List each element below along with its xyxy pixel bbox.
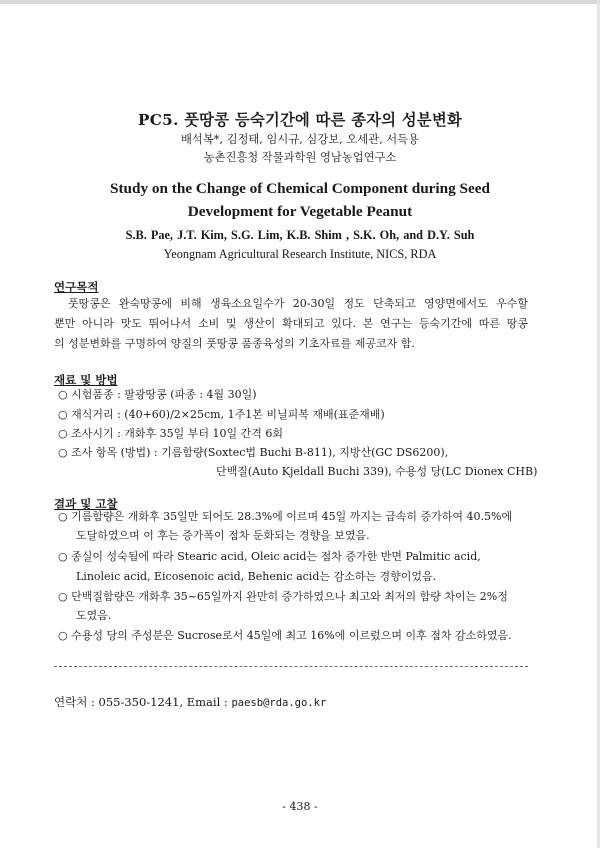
separator-dashed-line — [54, 666, 528, 667]
title-korean: PC5. 풋땅콩 등숙기간에 따른 종자의 성분변화 — [138, 111, 462, 129]
scan-edge-top — [0, 0, 600, 4]
purpose-line-1: 풋땅콩은 완숙땅콩에 비해 생육소요일수가 20-30일 정도 단축되고 영양면에서도 우수할 — [68, 297, 528, 310]
results-item-1-cont: 도달하였으며 이 후는 증가폭이 점차 둔화되는 경향을 보였음. — [76, 529, 370, 542]
results-item-3-cont: 도였음. — [76, 609, 112, 622]
title-english-line-2: Development for Vegetable Peanut — [187, 203, 413, 220]
contact-email-link[interactable]: paesb@rda.go.kr — [231, 697, 327, 709]
methods-item-timing: ○ 조사시기 : 개화후 35일 부터 10일 간격 6회 — [58, 427, 284, 440]
section-heading-purpose: 연구목적 — [54, 280, 99, 294]
affiliation-english: Yeongnam Agricultural Research Institute, NICS, RDA — [163, 247, 437, 261]
page-number: - 438 - — [282, 800, 318, 813]
authors-korean: 배석복*, 김정태, 임시규, 심강보, 오세관, 서득용 — [181, 133, 419, 146]
methods-item-variety: ○ 시험품종 : 팔광땅콩 (파종 : 4월 30일) — [58, 388, 257, 401]
results-item-4: ○ 수용성 당의 주성분은 Sucrose로서 45일에 최고 16%에 이르렀으며 이후 점차 감소하였음. — [58, 629, 512, 642]
results-item-3: ○ 단백질함량은 개화후 35~65일까지 완만히 증가하였으나 최고와 최저의 함량 차이는 2%정 — [58, 590, 508, 603]
section-heading-results: 결과 및 고찰 — [54, 497, 118, 511]
methods-item-analysis: ○ 조사 항목 (방법) : 기름함량(Soxtec법 Buchi B-811), 지방산(GC DS6200), — [58, 446, 449, 459]
results-item-2-cont: Linoleic acid, Eicosenoic acid, Behenic acid는 감소하는 경향이었음. — [76, 570, 437, 583]
purpose-line-2: 뿐만 아니라 맛도 뛰어나서 소비 및 생산이 확대되고 있다. 본 연구는 등숙기간에 따른 땅콩 — [54, 317, 528, 330]
results-item-1: ○ 기름함량은 개화후 35일만 되어도 28.3%에 이르며 45일 까지는 급속히 증가하여 40.5%에 — [58, 510, 513, 523]
section-heading-methods: 재료 및 방법 — [54, 373, 118, 387]
purpose-line-3: 의 성분변화를 구명하여 양질의 풋땅콩 품종육성의 기초자료를 제공코자 함. — [54, 337, 415, 350]
contact-info — [54, 694, 326, 710]
authors-english: S.B. Pae, J.T. Kim, S.G. Lim, K.B. Shim , S.K. Oh, and D.Y. Suh — [125, 228, 475, 242]
methods-item-spacing: ○ 재식거리 : (40+60)/2×25cm, 1주1본 비닐피복 재배(표준재배) — [58, 408, 385, 421]
results-item-2: ○ 종실이 성숙됨에 따라 Stearic acid, Oleic acid는 점차 증가한 반면 Palmitic acid, — [58, 550, 481, 563]
affiliation-korean: 농촌진흥청 작물과학원 영남농업연구소 — [203, 151, 397, 164]
methods-item-analysis-cont: 단백질(Auto Kjeldall Buchi 339), 수용성 당(LC Dionex CHB) — [216, 465, 538, 478]
title-english-line-1: Study on the Change of Chemical Component during Seed — [109, 180, 491, 197]
contact-label: 연락처 : 055-350-1241, Email : — [54, 695, 232, 709]
